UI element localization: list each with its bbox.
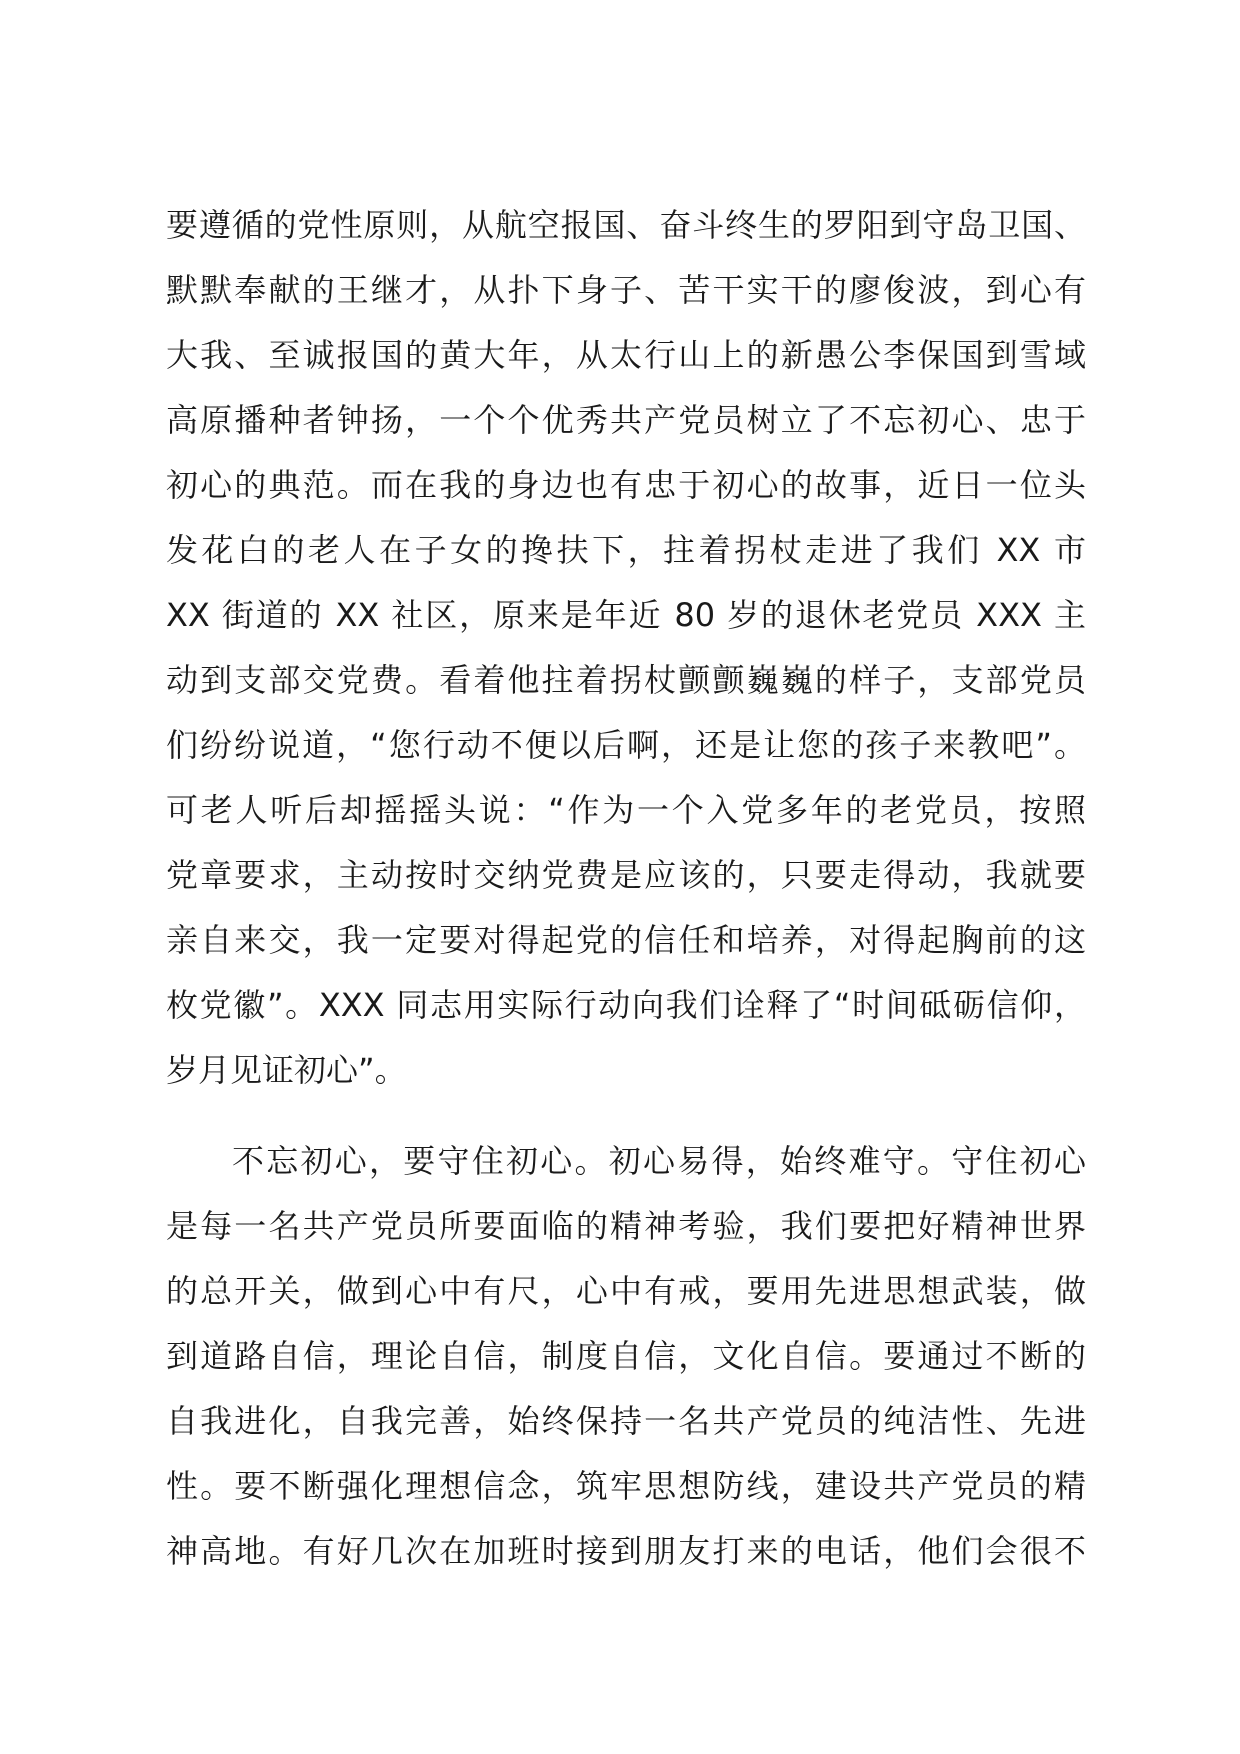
paragraph-line: 岁月见证初心”。	[166, 1051, 407, 1089]
paragraph-line: 亲自来交，我一定要对得起党的信任和培养，对得起胸前的这	[166, 921, 1086, 959]
paragraph-line: 性。要不断强化理想信念，筑牢思想防线，建设共产党员的精	[166, 1467, 1086, 1505]
paragraph-line: 大我、至诚报国的黄大年，从太行山上的新愚公李保国到雪域	[166, 336, 1086, 374]
paragraph-line: 可老人听后却摇摇头说：“作为一个入党多年的老党员，按照	[166, 791, 1086, 829]
paragraph-line: 高原播种者钟扬，一个个优秀共产党员树立了不忘初心、忠于	[166, 401, 1086, 439]
paragraph-line: 到道路自信，理论自信，制度自信，文化自信。要通过不断的	[166, 1337, 1086, 1375]
paragraph-line: 发花白的老人在子女的搀扶下，拄着拐杖走进了我们 XX 市	[166, 531, 1086, 569]
paragraph-2	[166, 1129, 1086, 1584]
paragraph-line: 神高地。有好几次在加班时接到朋友打来的电话，他们会很不	[166, 1532, 1086, 1570]
paragraph-line: 不忘初心，要守住初心。初心易得，始终难守。守住初心	[232, 1142, 1086, 1180]
paragraph-line: 要遵循的党性原则，从航空报国、奋斗终生的罗阳到守岛卫国、	[166, 206, 1086, 244]
paragraph-line: 是每一名共产党员所要面临的精神考验，我们要把好精神世界	[166, 1207, 1086, 1245]
paragraph-line: 默默奉献的王继才，从扑下身子、苦干实干的廖俊波，到心有	[166, 271, 1086, 309]
paragraph-line: 自我进化，自我完善，始终保持一名共产党员的纯洁性、先进	[166, 1402, 1086, 1440]
paragraph-1	[166, 193, 1086, 1103]
paragraph-line: 动到支部交党费。看着他拄着拐杖颤颤巍巍的样子，支部党员	[166, 661, 1086, 699]
paragraph-line: 枚党徽”。XXX 同志用实际行动向我们诠释了“时间砥砺信仰，	[166, 986, 1086, 1024]
paragraph-line: XX 街道的 XX 社区，原来是年近 80 岁的退休老党员 XXX 主	[166, 596, 1086, 634]
paragraph-line: 的总开关，做到心中有尺，心中有戒，要用先进思想武装，做	[166, 1272, 1086, 1310]
paragraph-line: 初心的典范。而在我的身边也有忠于初心的故事，近日一位头	[166, 466, 1086, 504]
paragraph-line: 党章要求，主动按时交纳党费是应该的，只要走得动，我就要	[166, 856, 1086, 894]
paragraph-line: 们纷纷说道，“您行动不便以后啊，还是让您的孩子来教吧”。	[166, 726, 1086, 764]
